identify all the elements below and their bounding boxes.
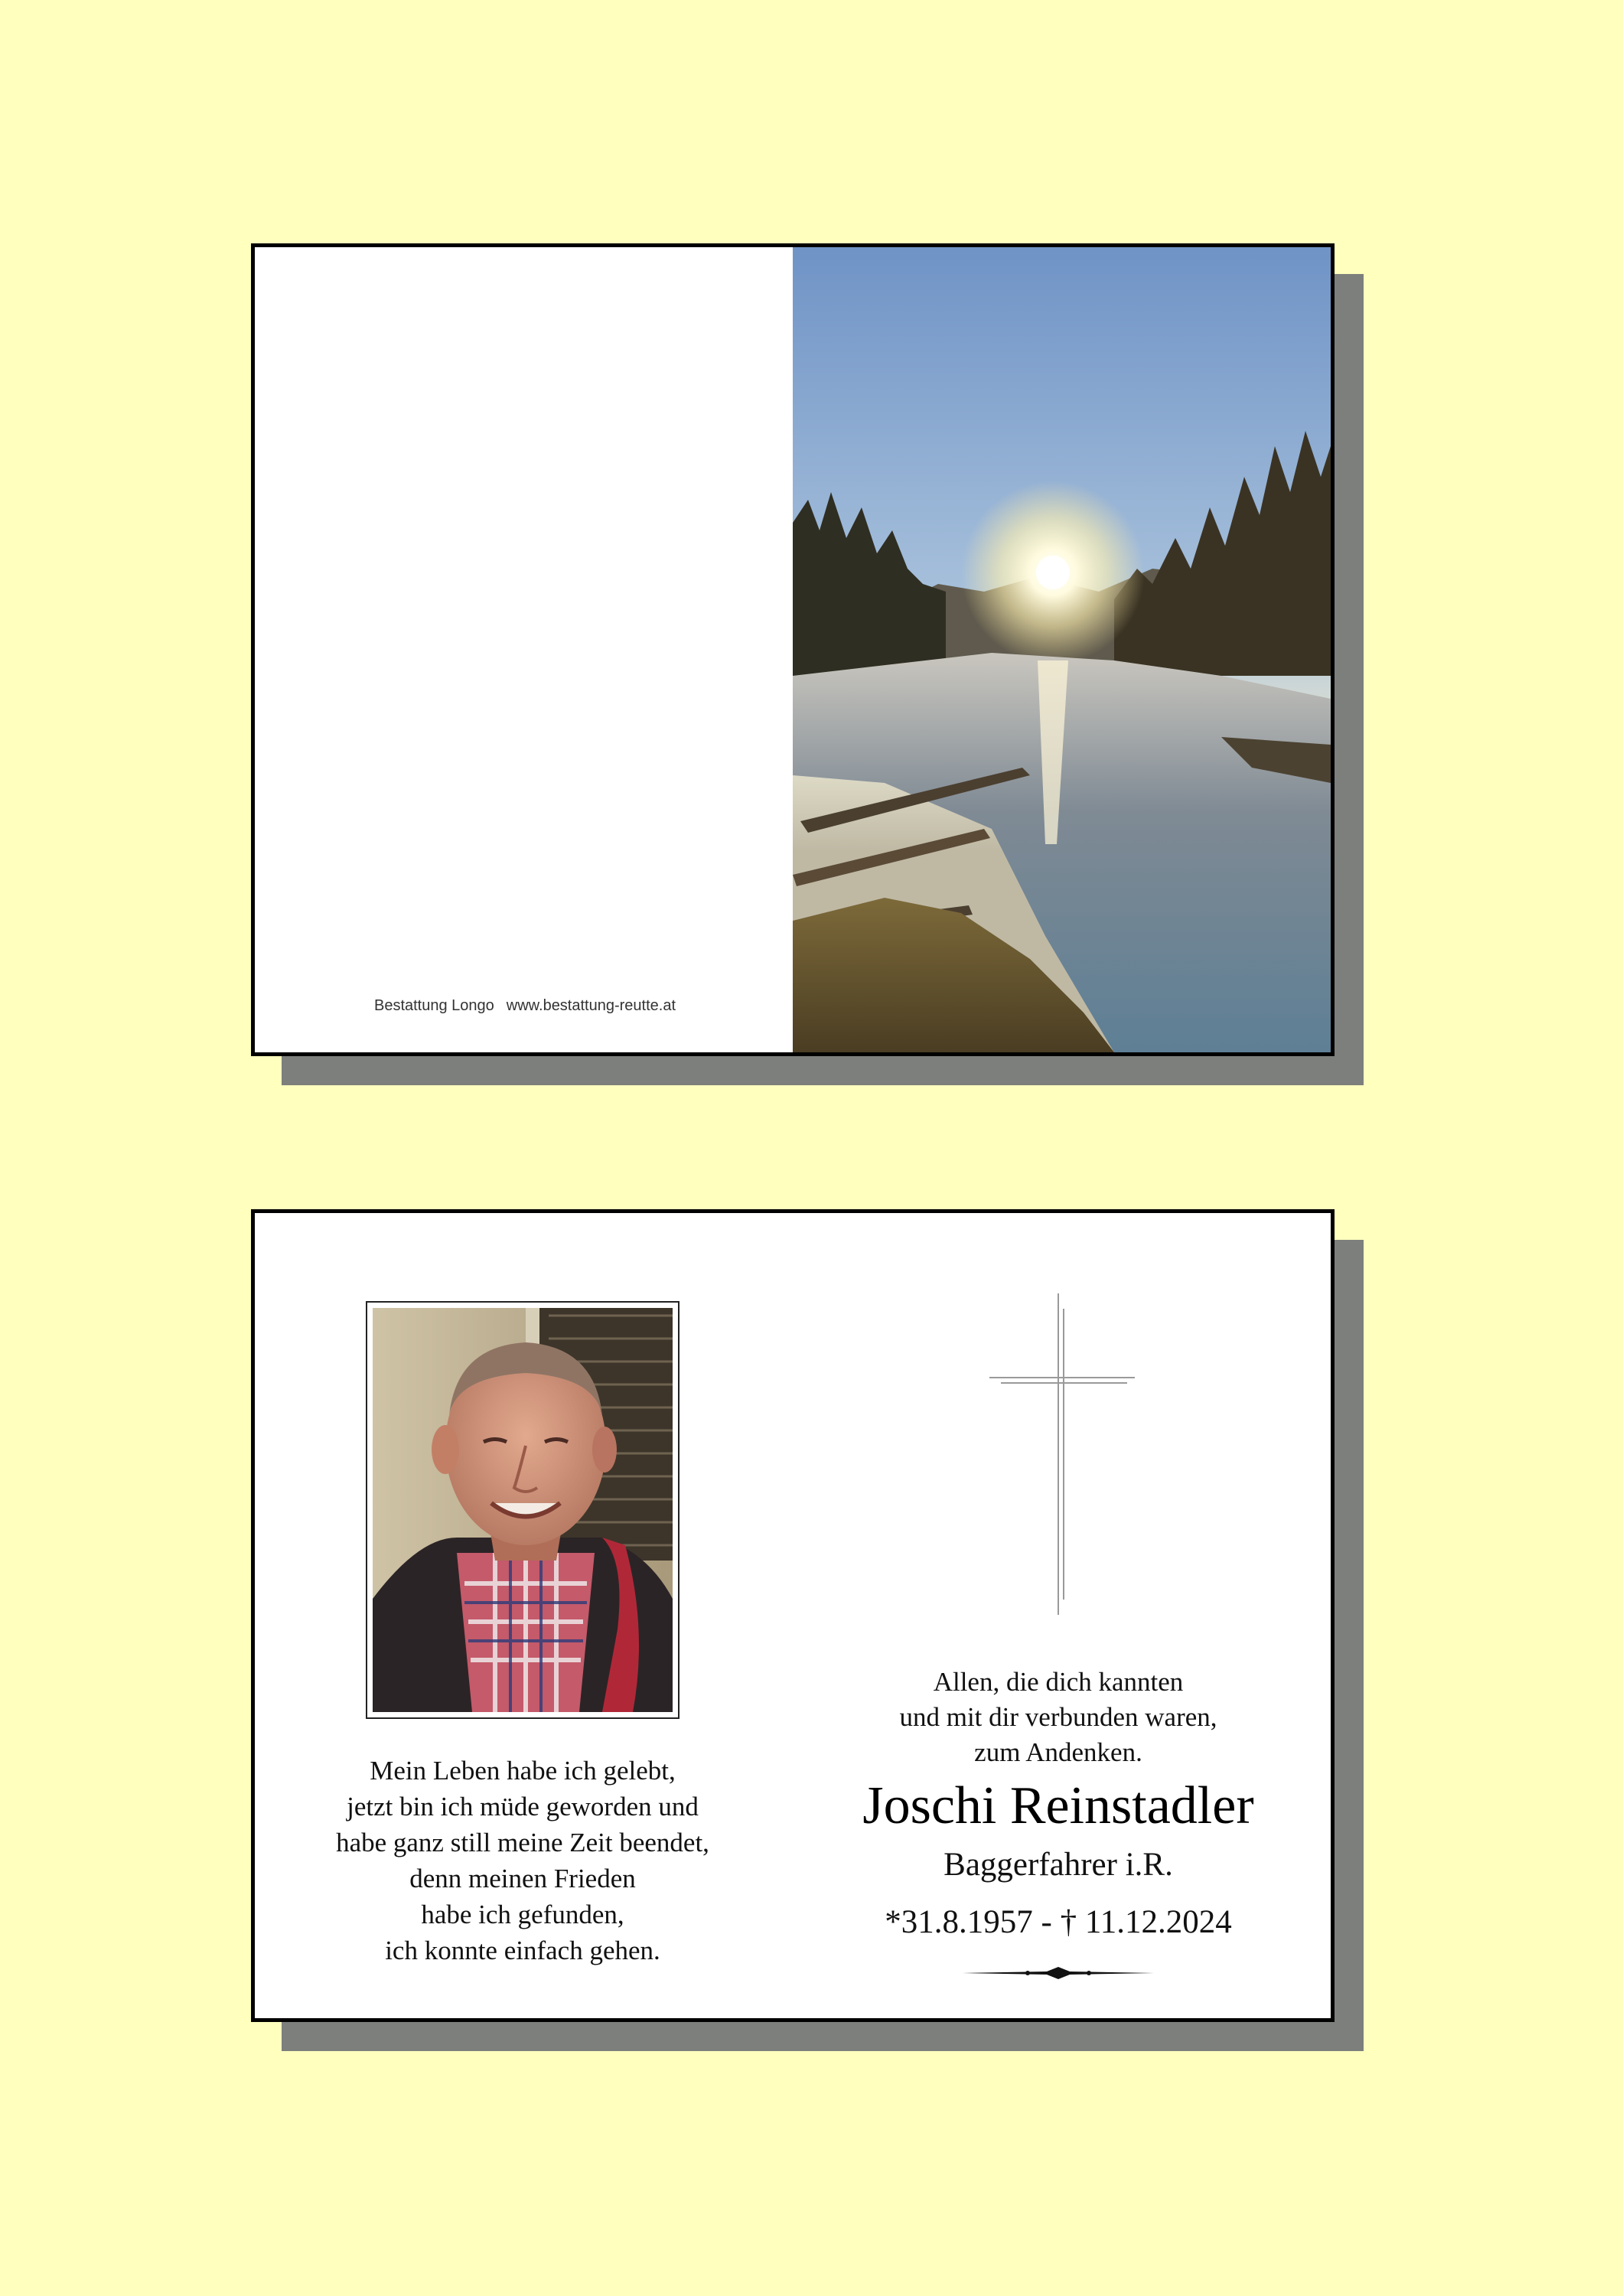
poem-line: habe ich gefunden, [421, 1900, 624, 1929]
dedication-line: Allen, die dich kannten [933, 1667, 1184, 1697]
poem-line: ich konnte einfach gehen. [385, 1936, 660, 1965]
poem-line: denn meinen Frieden [409, 1864, 636, 1893]
deceased-name: Joschi Reinstadler [862, 1776, 1254, 1835]
dedication-line: zum Andenken. [974, 1737, 1142, 1767]
life-dates: *31.8.1957 - † 11.12.2024 [885, 1904, 1232, 1940]
dedication-text [806, 1665, 1311, 1770]
portrait-image [373, 1308, 673, 1712]
memorial-poem [285, 1753, 760, 1968]
funeral-home-website: www.bestattung-reutte.at [506, 997, 676, 1014]
memorial-card-inside [251, 1209, 1335, 2022]
portrait-frame [366, 1301, 680, 1719]
deceased-occupation: Baggerfahrer i.R. [943, 1847, 1173, 1883]
ornament-divider [963, 1965, 1154, 1981]
cross-icon [989, 1293, 1135, 1615]
dedication-line: und mit dir verbunden waren, [899, 1702, 1217, 1732]
poem-line: jetzt bin ich müde geworden und [347, 1792, 699, 1821]
poem-line: Mein Leben habe ich gelebt, [370, 1756, 676, 1786]
funeral-home-name: Bestattung Longo [373, 997, 494, 1014]
poem-line: habe ganz still meine Zeit beendet, [336, 1828, 709, 1857]
memorial-card-outside [251, 243, 1335, 1056]
cover-landscape-image [793, 247, 1331, 1052]
funeral-home-imprint [345, 997, 705, 1015]
